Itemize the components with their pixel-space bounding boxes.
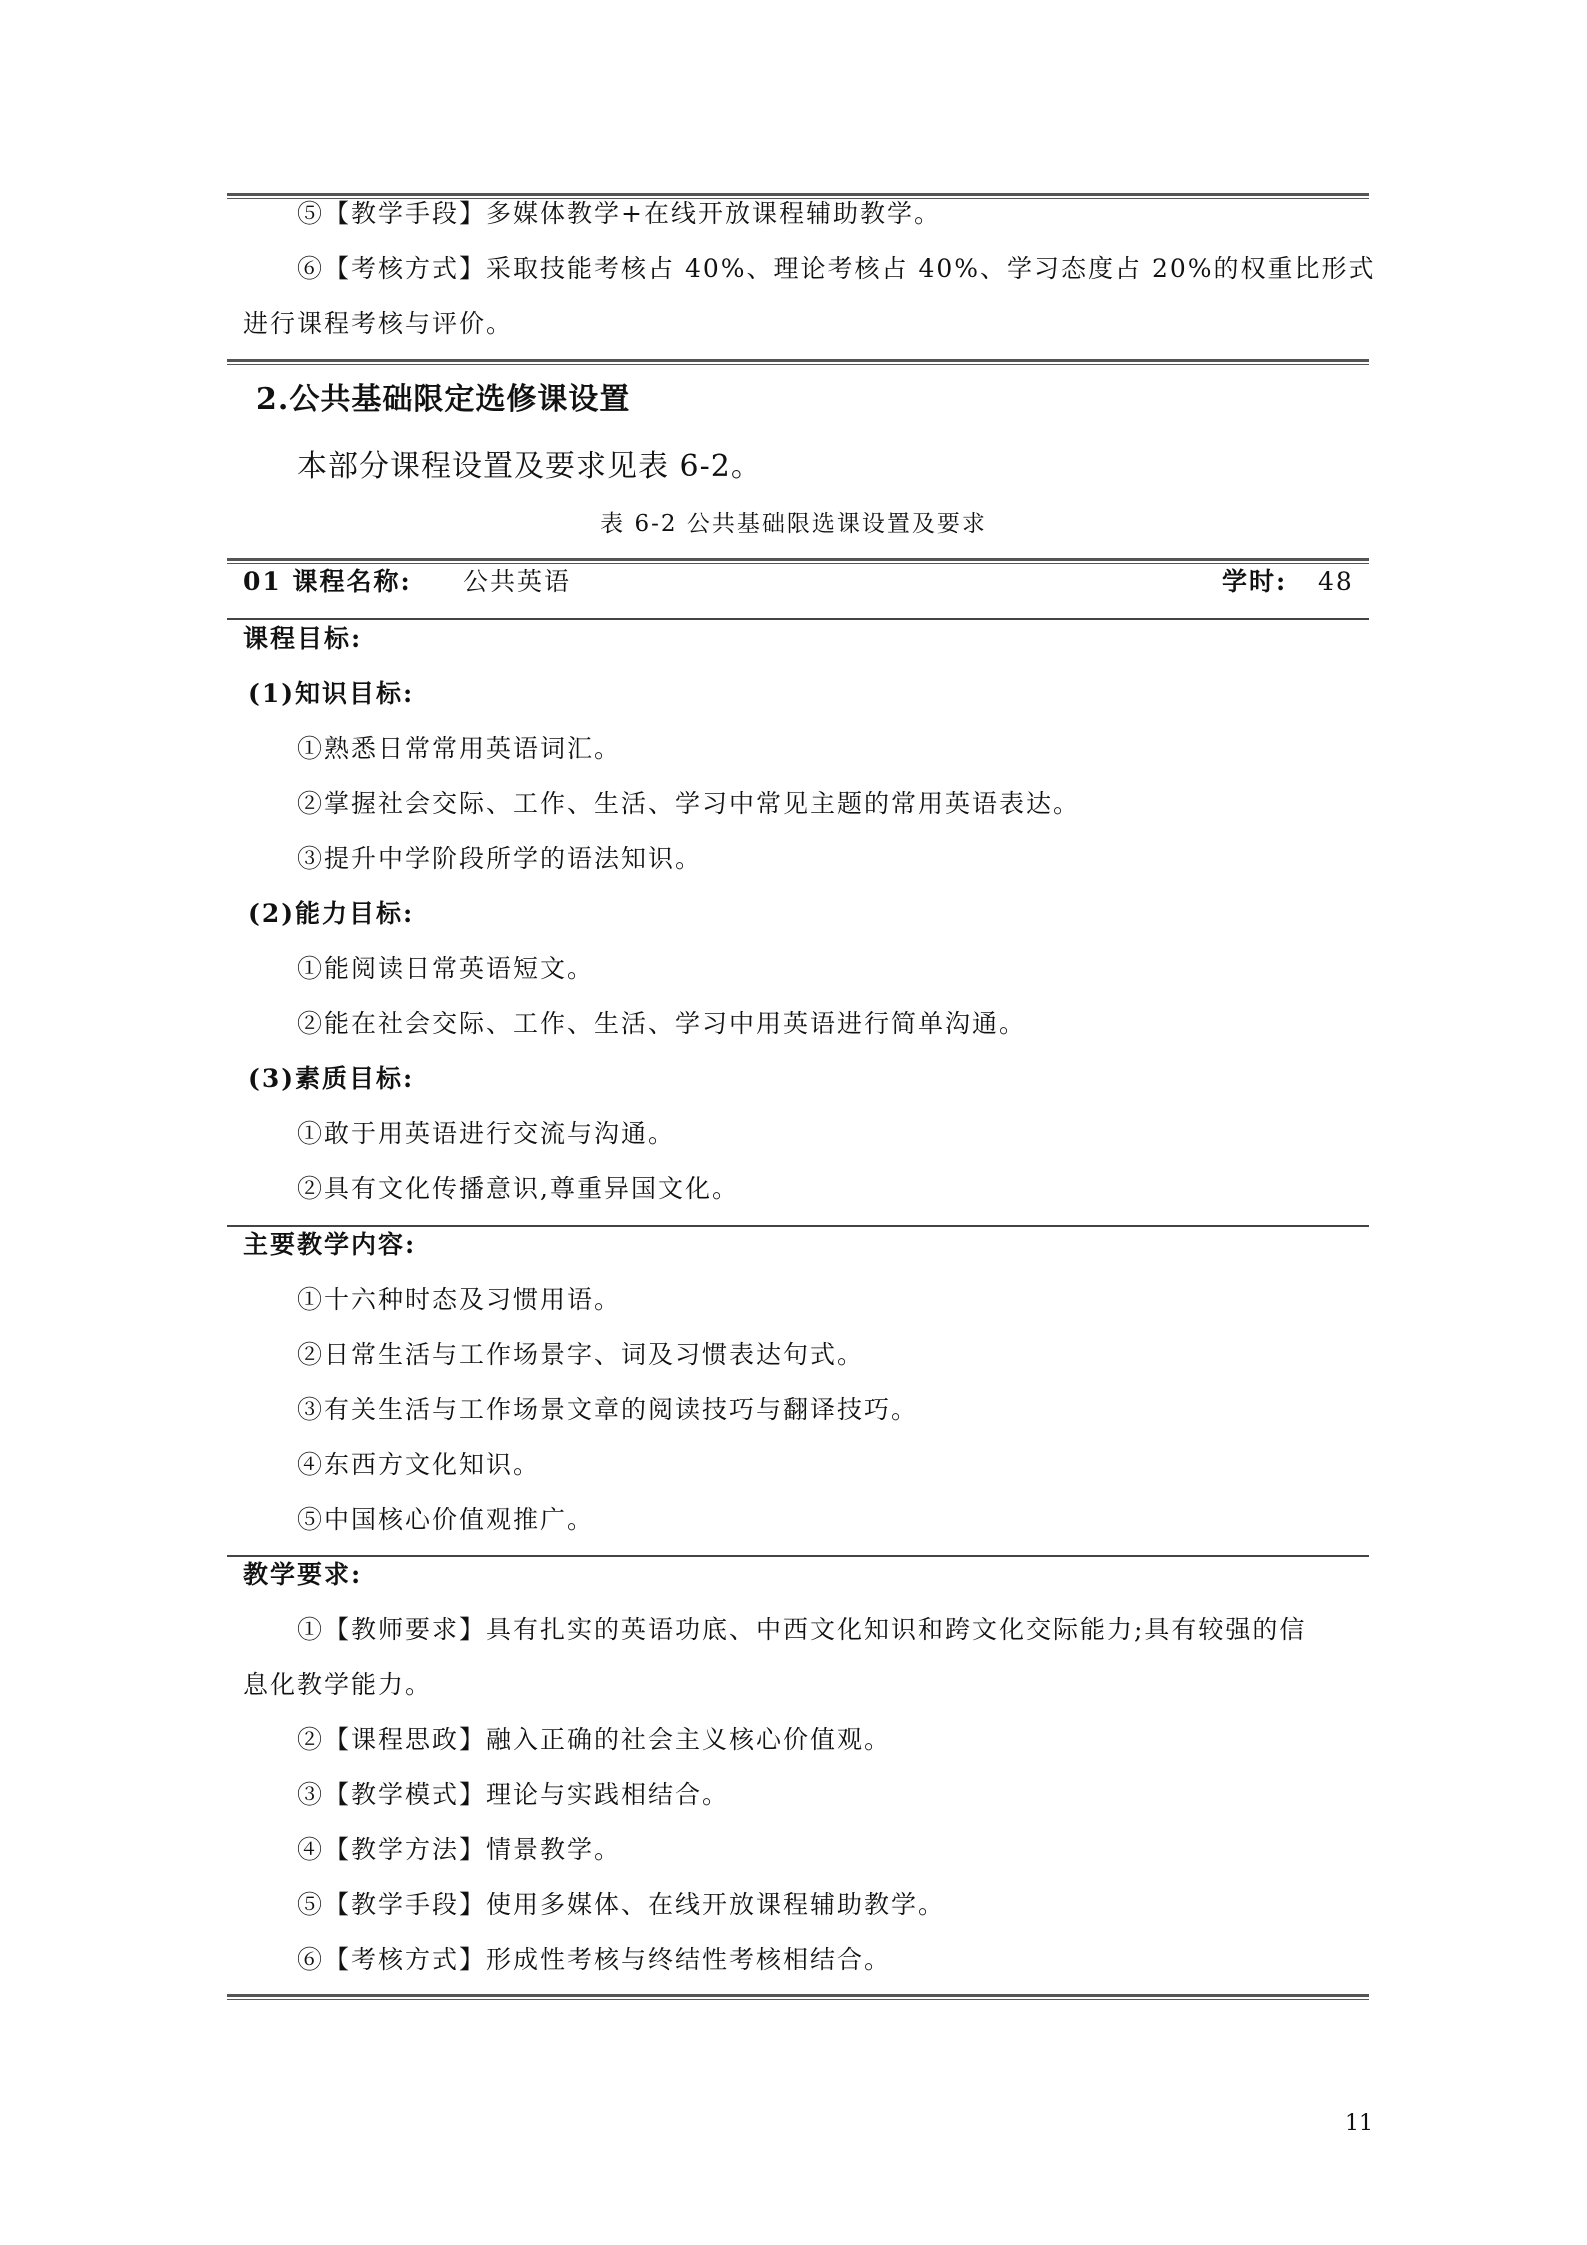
content-item: ②日常生活与工作场景字、词及习惯表达句式。: [297, 1340, 865, 1369]
table-caption: 表 6-2 公共基础限选课设置及要求: [600, 511, 987, 537]
content-title: 主要教学内容:: [243, 1230, 417, 1259]
requirements-title: 教学要求:: [243, 1560, 363, 1589]
assessment-line: ⑥【考核方式】采取技能考核占 40%、理论考核占 40%、学习态度占 20%的权重比形式: [297, 254, 1376, 283]
quality-objectives-title: (3)素质目标:: [248, 1064, 415, 1093]
content-item: ④东西方文化知识。: [297, 1450, 541, 1479]
requirement-item-cont: 息化教学能力。: [243, 1670, 433, 1699]
knowledge-item: ③提升中学阶段所学的语法知识。: [297, 844, 703, 873]
objectives-title: 课程目标:: [243, 624, 363, 653]
top-section-bottom-rule: [227, 359, 1369, 362]
table-row-rule: [227, 1225, 1369, 1227]
hours-value: 48: [1318, 567, 1354, 596]
assessment-line-cont: 进行课程考核与评价。: [243, 309, 514, 338]
requirement-item: ⑥【考核方式】形成性考核与终结性考核相结合。: [297, 1945, 892, 1974]
table-row-rule: [227, 1555, 1369, 1557]
requirement-item: ①【教师要求】具有扎实的英语功底、中西文化知识和跨文化交际能力;具有较强的信: [297, 1615, 1307, 1644]
hours-label: 学时:: [1222, 567, 1288, 596]
quality-item: ①敢于用英语进行交流与沟通。: [297, 1119, 676, 1148]
quality-item: ②具有文化传播意识,尊重异国文化。: [297, 1174, 739, 1203]
requirement-item: ④【教学方法】情景教学。: [297, 1835, 622, 1864]
requirement-item: ②【课程思政】融入正确的社会主义核心价值观。: [297, 1725, 892, 1754]
knowledge-item: ②掌握社会交际、工作、生活、学习中常见主题的常用英语表达。: [297, 789, 1081, 818]
course-name-value: 公共英语: [463, 567, 572, 596]
table-top-rule: [227, 558, 1369, 561]
table-row-rule: [227, 618, 1369, 620]
content-item: ③有关生活与工作场景文章的阅读技巧与翻译技巧。: [297, 1395, 919, 1424]
content-item: ①十六种时态及习惯用语。: [297, 1285, 622, 1314]
section-heading: 2.公共基础限定选修课设置: [256, 382, 631, 417]
top-border-rule: [227, 193, 1369, 196]
requirement-item: ⑤【教学手段】使用多媒体、在线开放课程辅助教学。: [297, 1890, 946, 1919]
ability-item: ①能阅读日常英语短文。: [297, 954, 595, 983]
section-intro: 本部分课程设置及要求见表 6-2。: [297, 449, 762, 484]
teaching-means-line: ⑤【教学手段】多媒体教学+在线开放课程辅助教学。: [297, 199, 941, 228]
knowledge-objectives-title: (1)知识目标:: [248, 679, 415, 708]
requirement-item: ③【教学模式】理论与实践相结合。: [297, 1780, 730, 1809]
ability-objectives-title: (2)能力目标:: [248, 899, 415, 928]
knowledge-item: ①熟悉日常常用英语词汇。: [297, 734, 622, 763]
ability-item: ②能在社会交际、工作、生活、学习中用英语进行简单沟通。: [297, 1009, 1027, 1038]
page-number: 11: [1345, 2111, 1373, 2136]
content-item: ⑤中国核心价值观推广。: [297, 1505, 595, 1534]
course-name-label: 01 课程名称:: [243, 567, 412, 596]
table-bottom-rule: [227, 1994, 1369, 1997]
